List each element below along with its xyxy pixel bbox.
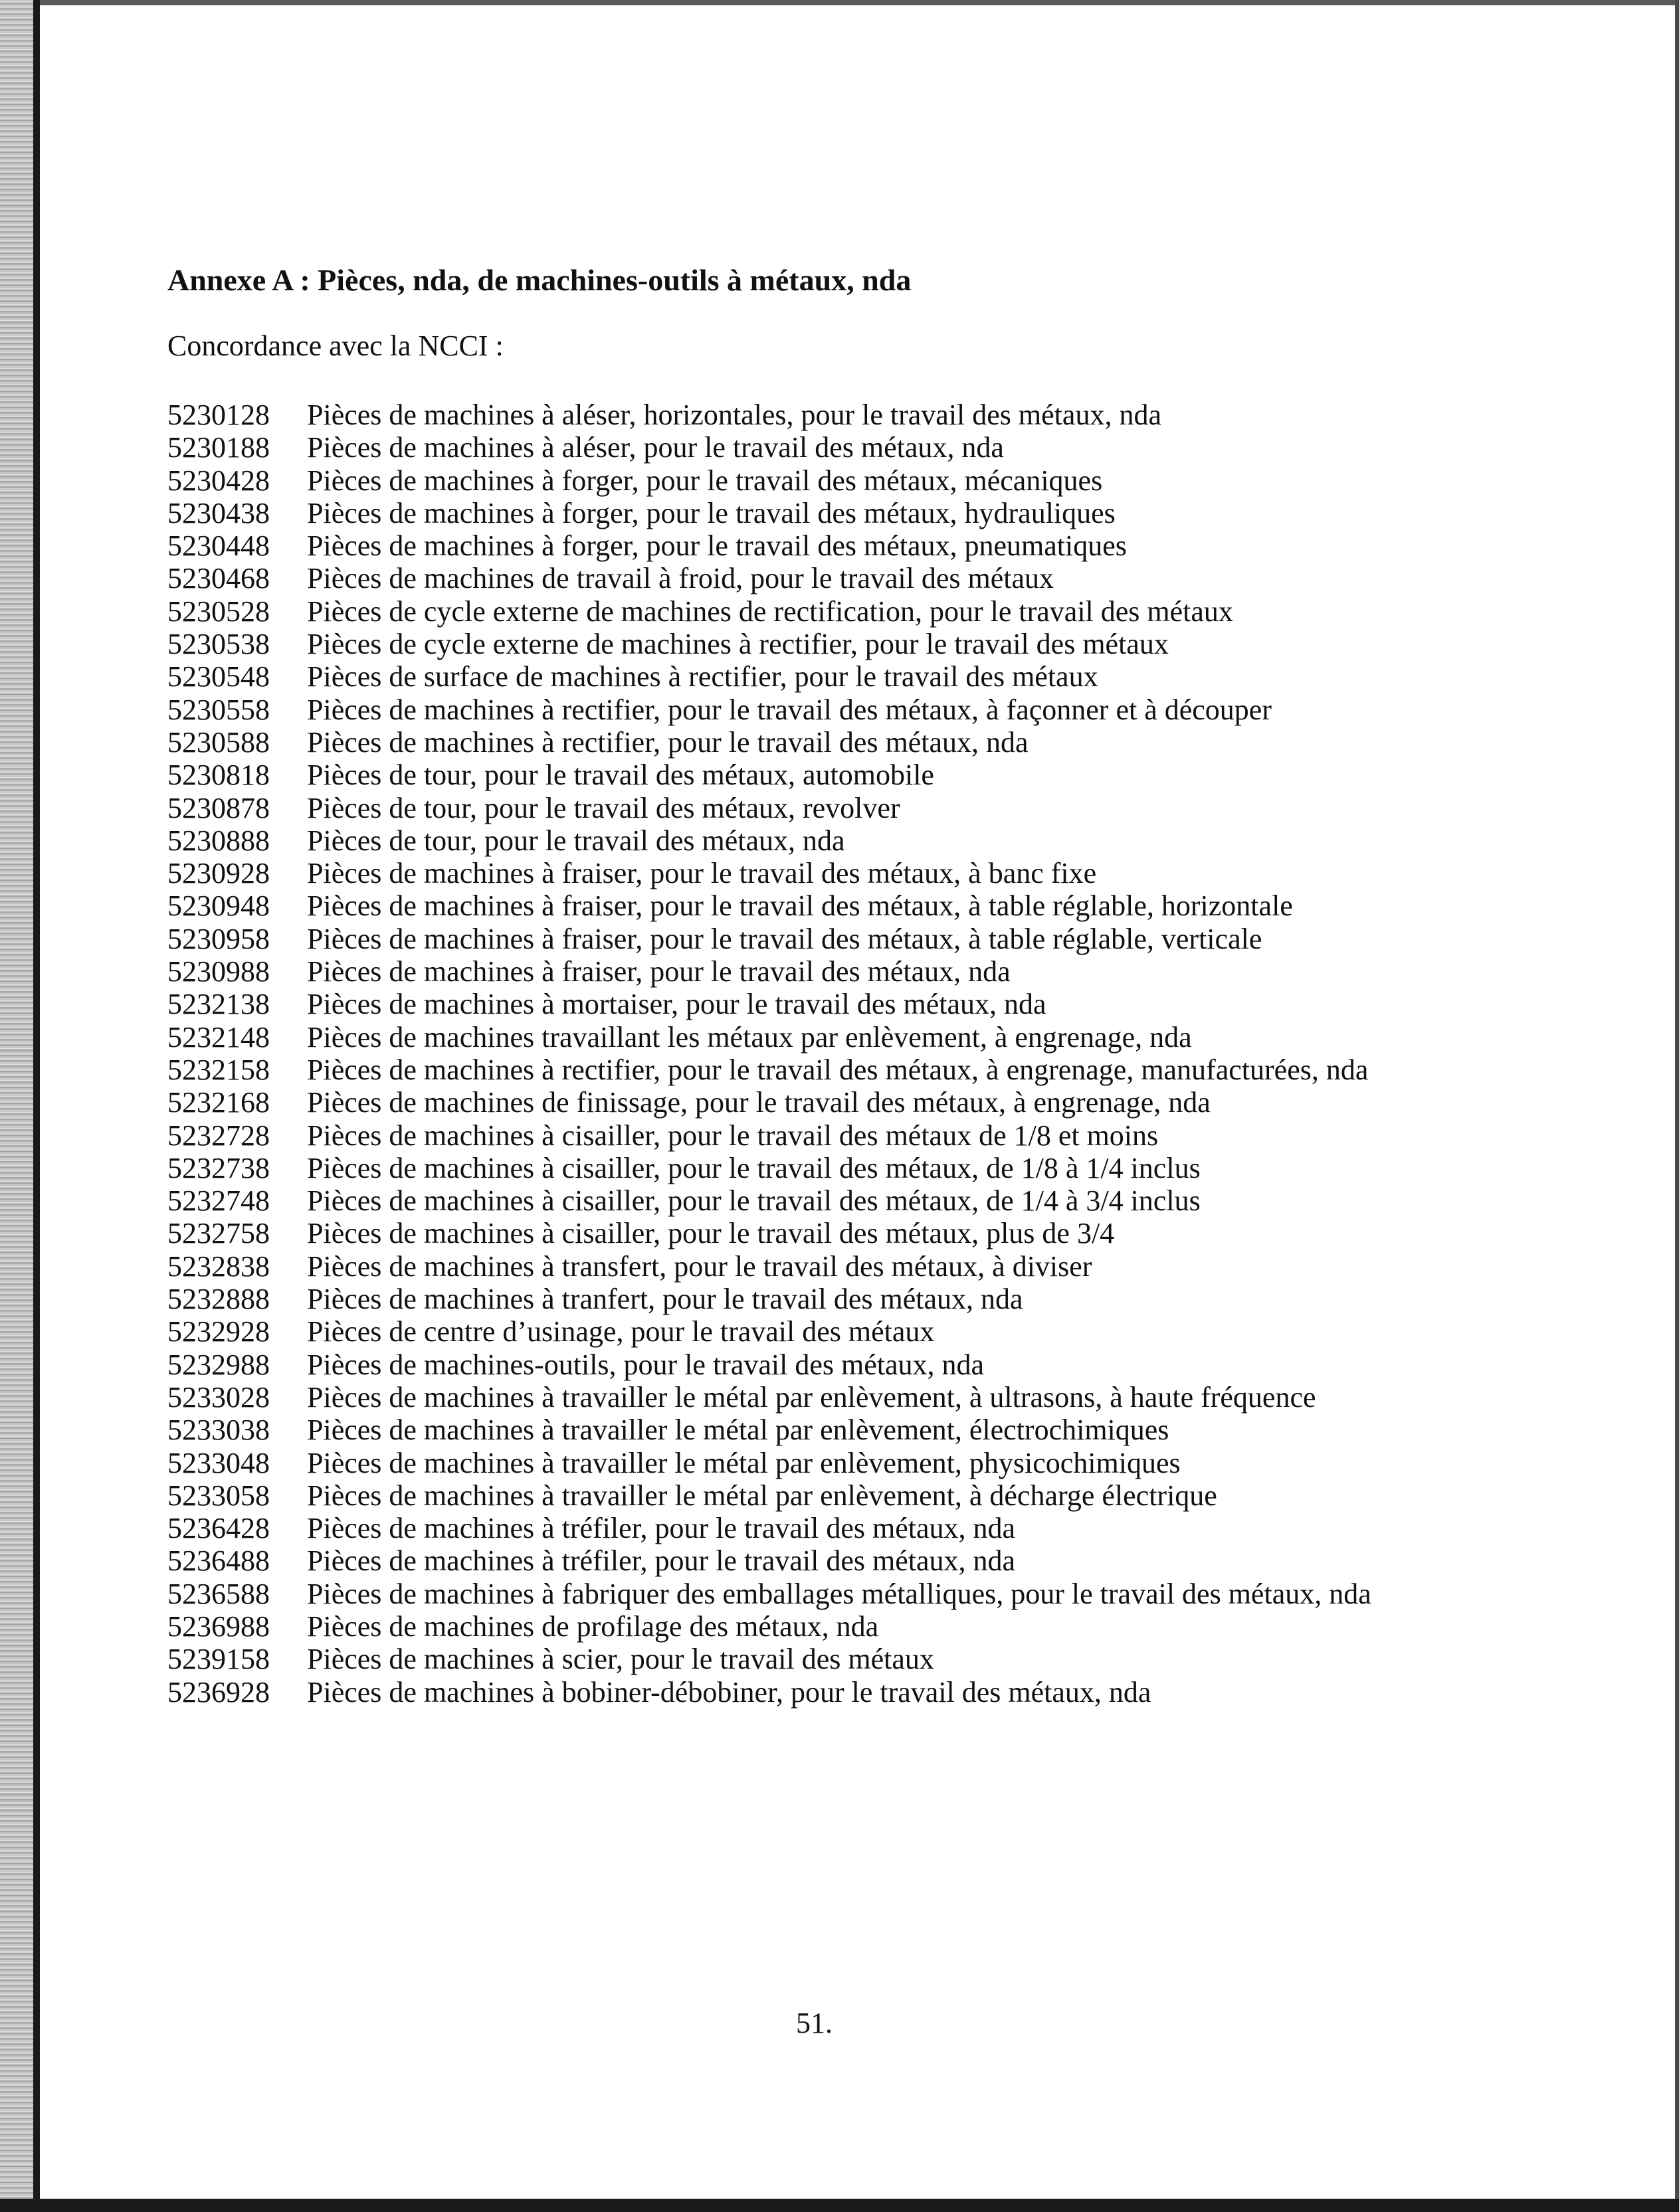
- list-item: [167, 857, 1496, 889]
- ncci-code: 5239158: [167, 1643, 270, 1676]
- item-description: Pièces de machines à travailler le métal par enlèvement, électrochimiques: [307, 1414, 1169, 1447]
- ncci-code: 5230128: [167, 399, 270, 431]
- list-item: [167, 988, 1496, 1020]
- ncci-code: 5230948: [167, 889, 270, 923]
- item-description: Pièces de machines à mortaiser, pour le travail des métaux, nda: [307, 988, 1046, 1021]
- ncci-code: 5232738: [167, 1151, 270, 1184]
- ncci-code: 5233028: [167, 1380, 270, 1414]
- ncci-code: 5236928: [167, 1675, 270, 1708]
- list-item: [167, 1315, 1496, 1348]
- list-item: [167, 955, 1496, 988]
- list-item: [167, 824, 1496, 857]
- ncci-code: 5232138: [167, 988, 270, 1021]
- scan-bottom-border: [0, 2199, 1679, 2212]
- list-item: [167, 1021, 1496, 1054]
- ncci-code: 5230528: [167, 595, 270, 628]
- item-description: Pièces de machines à tréfiler, pour le travail des métaux, nda: [307, 1512, 1016, 1545]
- list-item: [167, 1610, 1496, 1643]
- list-item: [167, 431, 1496, 464]
- list-item: [167, 660, 1496, 693]
- ncci-code: 5233038: [167, 1414, 270, 1447]
- item-description: Pièces de machines à fraiser, pour le travail des métaux, à table réglable, verticale: [307, 922, 1262, 955]
- concordance-list: [167, 399, 1496, 1708]
- list-item: [167, 792, 1496, 824]
- item-description: Pièces de machines à forger, pour le travail des métaux, pneumatiques: [307, 529, 1127, 563]
- item-description: Pièces de tour, pour le travail des métaux, revolver: [307, 791, 900, 824]
- item-description: Pièces de machines de finissage, pour le travail des métaux, à engrenage, nda: [307, 1086, 1211, 1119]
- ncci-code: 5233058: [167, 1479, 270, 1512]
- ncci-code: 5230818: [167, 759, 270, 792]
- item-description: Pièces de centre d’usinage, pour le travail des métaux: [307, 1315, 935, 1348]
- item-description: Pièces de machines à cisailler, pour le travail des métaux, de 1/8 à 1/4 inclus: [307, 1151, 1201, 1184]
- item-description: Pièces de tour, pour le travail des métaux, nda: [307, 824, 845, 857]
- ncci-code: 5230988: [167, 955, 270, 988]
- ncci-code: 5236988: [167, 1610, 270, 1643]
- ncci-code: 5230428: [167, 464, 270, 497]
- scan-top-border: [40, 0, 1679, 5]
- item-description: Pièces de machines à forger, pour le travail des métaux, mécaniques: [307, 464, 1103, 497]
- ncci-code: 5230928: [167, 857, 270, 890]
- ncci-code: 5230588: [167, 725, 270, 759]
- list-item: [167, 1512, 1496, 1544]
- item-description: Pièces de tour, pour le travail des métaux, automobile: [307, 759, 934, 792]
- list-item: [167, 1348, 1496, 1381]
- ncci-code: 5236428: [167, 1512, 270, 1545]
- item-description: Pièces de machines à scier, pour le travail des métaux: [307, 1643, 934, 1676]
- item-description: Pièces de machines à cisailler, pour le travail des métaux, plus de 3/4: [307, 1217, 1115, 1250]
- list-item: [167, 889, 1496, 922]
- item-description: Pièces de machines à cisailler, pour le travail des métaux de 1/8 et moins: [307, 1119, 1159, 1152]
- list-item: [167, 464, 1496, 497]
- list-item: [167, 1119, 1496, 1152]
- list-item: [167, 1184, 1496, 1217]
- ncci-code: 5232728: [167, 1119, 270, 1152]
- item-description: Pièces de machines à cisailler, pour le travail des métaux, de 1/4 à 3/4 inclus: [307, 1184, 1201, 1218]
- ncci-code: 5236588: [167, 1577, 270, 1610]
- ncci-code: 5232748: [167, 1184, 270, 1218]
- list-item: [167, 1414, 1496, 1446]
- list-item: [167, 595, 1496, 628]
- item-description: Pièces de machines à tranfert, pour le travail des métaux, nda: [307, 1283, 1023, 1316]
- ncci-code: 5232838: [167, 1249, 270, 1283]
- item-description: Pièces de machines à rectifier, pour le travail des métaux, à engrenage, manufacturées, nda: [307, 1053, 1369, 1086]
- item-description: Pièces de machines à travailler le métal par enlèvement, à décharge électrique: [307, 1479, 1217, 1512]
- ncci-code: 5232168: [167, 1086, 270, 1119]
- list-item: [167, 759, 1496, 791]
- ncci-code: 5232928: [167, 1315, 270, 1348]
- item-description: Pièces de machines de travail à froid, pour le travail des métaux: [307, 562, 1054, 595]
- item-description: Pièces de cycle externe de machines à rectifier, pour le travail des métaux: [307, 628, 1169, 661]
- list-item: [167, 1283, 1496, 1315]
- list-item: [167, 1578, 1496, 1610]
- item-description: Pièces de machines à tréfiler, pour le travail des métaux, nda: [307, 1544, 1016, 1578]
- item-description: Pièces de machines à fraiser, pour le travail des métaux, nda: [307, 955, 1011, 988]
- ncci-code: 5230548: [167, 660, 270, 693]
- list-item: [167, 1544, 1496, 1577]
- item-description: Pièces de machines à rectifier, pour le travail des métaux, nda: [307, 725, 1029, 759]
- scan-left-border: [33, 0, 40, 2212]
- item-description: Pièces de machines à travailler le métal par enlèvement, à ultrasons, à haute fréquence: [307, 1380, 1316, 1414]
- ncci-code: 5236488: [167, 1544, 270, 1578]
- list-item: [167, 1643, 1496, 1675]
- item-description: Pièces de machines à transfert, pour le travail des métaux, à diviser: [307, 1249, 1092, 1283]
- item-description: Pièces de machines de profilage des métaux, nda: [307, 1610, 879, 1643]
- list-item: [167, 529, 1496, 562]
- page-heading: Annexe A : Pièces, nda, de machines-outils à métaux, nda: [167, 263, 912, 297]
- item-description: Pièces de machines à rectifier, pour le travail des métaux, à façonner et à découper: [307, 693, 1272, 726]
- list-item: [167, 1152, 1496, 1184]
- ncci-code: 5230188: [167, 431, 270, 464]
- ncci-code: 5230448: [167, 529, 270, 563]
- ncci-code: 5232758: [167, 1217, 270, 1250]
- list-item: [167, 726, 1496, 759]
- item-description: Pièces de machines à forger, pour le travail des métaux, hydrauliques: [307, 496, 1116, 529]
- ncci-code: 5230438: [167, 496, 270, 529]
- item-description: Pièces de surface de machines à rectifier, pour le travail des métaux: [307, 660, 1098, 693]
- list-item: [167, 628, 1496, 660]
- list-item: [167, 1250, 1496, 1283]
- item-description: Pièces de machines à fraiser, pour le travail des métaux, à table réglable, horizontale: [307, 889, 1293, 923]
- list-item: [167, 923, 1496, 955]
- ncci-code: 5230958: [167, 922, 270, 955]
- ncci-code: 5230558: [167, 693, 270, 726]
- list-item: [167, 399, 1496, 431]
- ncci-code: 5230888: [167, 824, 270, 857]
- ncci-code: 5230878: [167, 791, 270, 824]
- item-description: Pièces de cycle externe de machines de rectification, pour le travail des métaux: [307, 595, 1233, 628]
- item-description: Pièces de machines à aléser, horizontales, pour le travail des métaux, nda: [307, 399, 1161, 431]
- scan-left-edge: [0, 0, 33, 2212]
- list-item: [167, 562, 1496, 595]
- ncci-code: 5232148: [167, 1020, 270, 1054]
- scan-right-border: [1675, 0, 1679, 2212]
- ncci-code: 5232158: [167, 1053, 270, 1086]
- item-description: Pièces de machines à bobiner-débobiner, pour le travail des métaux, nda: [307, 1675, 1151, 1708]
- ncci-code: 5232988: [167, 1348, 270, 1381]
- item-description: Pièces de machines à fraiser, pour le travail des métaux, à banc fixe: [307, 857, 1097, 890]
- list-item: [167, 693, 1496, 726]
- item-description: Pièces de machines-outils, pour le travail des métaux, nda: [307, 1348, 985, 1381]
- page-number: 51.: [796, 2007, 833, 2039]
- concordance-subheading: Concordance avec la NCCI :: [167, 329, 504, 362]
- item-description: Pièces de machines à aléser, pour le travail des métaux, nda: [307, 431, 1004, 464]
- ncci-code: 5232888: [167, 1283, 270, 1316]
- list-item: [167, 1381, 1496, 1414]
- list-item: [167, 1676, 1496, 1708]
- list-item: [167, 1086, 1496, 1119]
- item-description: Pièces de machines à fabriquer des emballages métalliques, pour le travail des métaux, nda: [307, 1577, 1371, 1610]
- list-item: [167, 1054, 1496, 1086]
- list-item: [167, 1447, 1496, 1479]
- ncci-code: 5233048: [167, 1446, 270, 1479]
- item-description: Pièces de machines à travailler le métal par enlèvement, physicochimiques: [307, 1446, 1181, 1479]
- list-item: [167, 497, 1496, 529]
- list-item: [167, 1217, 1496, 1249]
- ncci-code: 5230538: [167, 628, 270, 661]
- item-description: Pièces de machines travaillant les métaux par enlèvement, à engrenage, nda: [307, 1020, 1192, 1054]
- ncci-code: 5230468: [167, 562, 270, 595]
- list-item: [167, 1479, 1496, 1512]
